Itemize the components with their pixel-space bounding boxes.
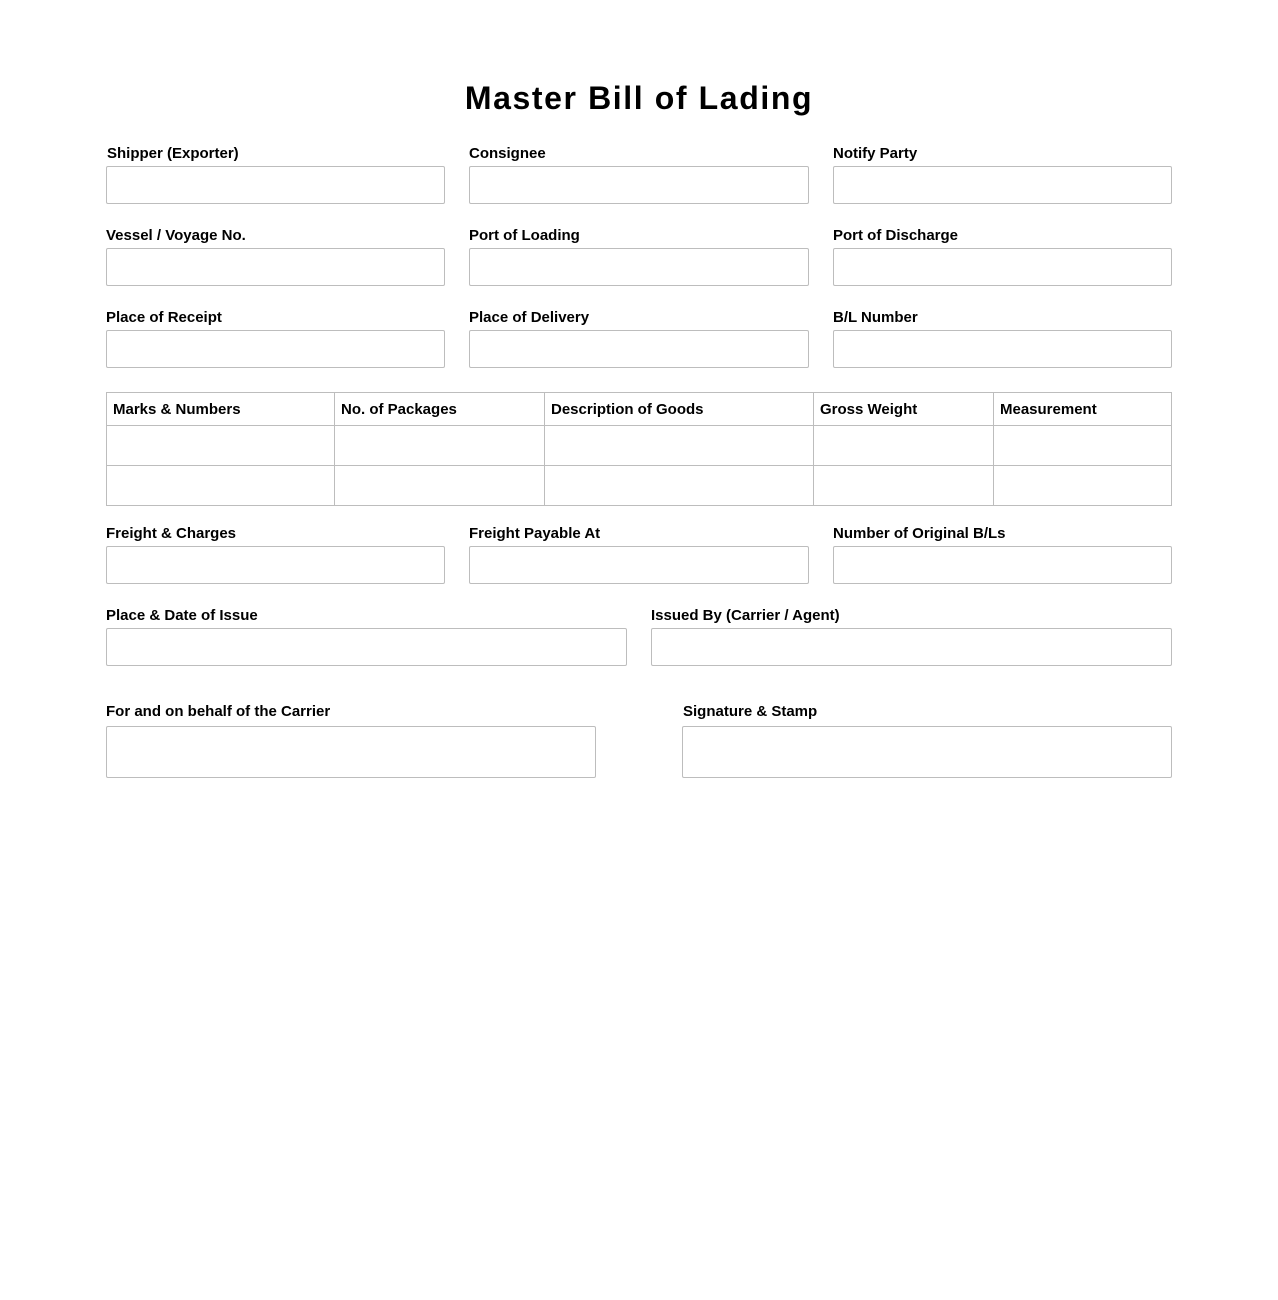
table-cell[interactable] [994,466,1172,506]
place-delivery-label: Place of Delivery [469,309,590,326]
table-cell[interactable] [335,426,545,466]
signature-input[interactable] [682,726,1172,778]
vessel-input[interactable] [106,248,445,286]
signature-label: Signature & Stamp [683,703,818,720]
header-measurement: Measurement [994,393,1172,426]
consignee-label: Consignee [469,145,546,162]
original-bls-label: Number of Original B/Ls [833,525,1006,542]
bl-number-label: B/L Number [833,309,918,326]
consignee-input[interactable] [469,166,809,204]
behalf-carrier-input[interactable] [106,726,596,778]
place-receipt-input[interactable] [106,330,445,368]
issued-by-label: Issued By (Carrier / Agent) [651,607,840,624]
notify-party-label: Notify Party [833,145,918,162]
table-cell[interactable] [107,466,335,506]
port-discharge-input[interactable] [833,248,1172,286]
header-marks-numbers: Marks & Numbers [107,393,335,426]
port-loading-input[interactable] [469,248,809,286]
freight-charges-input[interactable] [106,546,445,584]
freight-charges-label: Freight & Charges [106,525,237,542]
place-date-issue-label: Place & Date of Issue [106,607,258,624]
place-receipt-label: Place of Receipt [106,309,222,326]
header-gross-weight: Gross Weight [814,393,994,426]
shipper-label: Shipper (Exporter) [107,145,239,162]
header-description: Description of Goods [545,393,814,426]
vessel-label: Vessel / Voyage No. [106,227,246,244]
original-bls-input[interactable] [833,546,1172,584]
table-cell[interactable] [994,426,1172,466]
place-date-issue-input[interactable] [106,628,627,666]
issued-by-input[interactable] [651,628,1172,666]
table-row [107,426,1172,466]
table-cell[interactable] [107,426,335,466]
port-discharge-label: Port of Discharge [833,227,959,244]
freight-payable-label: Freight Payable At [469,525,601,542]
behalf-carrier-label: For and on behalf of the Carrier [106,703,331,720]
bl-number-input[interactable] [833,330,1172,368]
header-packages: No. of Packages [335,393,545,426]
port-loading-label: Port of Loading [469,227,580,244]
shipper-input[interactable] [106,166,445,204]
table-cell[interactable] [545,466,814,506]
table-cell[interactable] [814,466,994,506]
table-cell[interactable] [335,466,545,506]
notify-party-input[interactable] [833,166,1172,204]
page-title: Master Bill of Lading [464,80,814,116]
place-delivery-input[interactable] [469,330,809,368]
table-cell[interactable] [545,426,814,466]
table-cell[interactable] [814,426,994,466]
goods-table [106,392,1172,506]
table-header-row [107,393,1172,426]
table-row [107,466,1172,506]
freight-payable-input[interactable] [469,546,809,584]
